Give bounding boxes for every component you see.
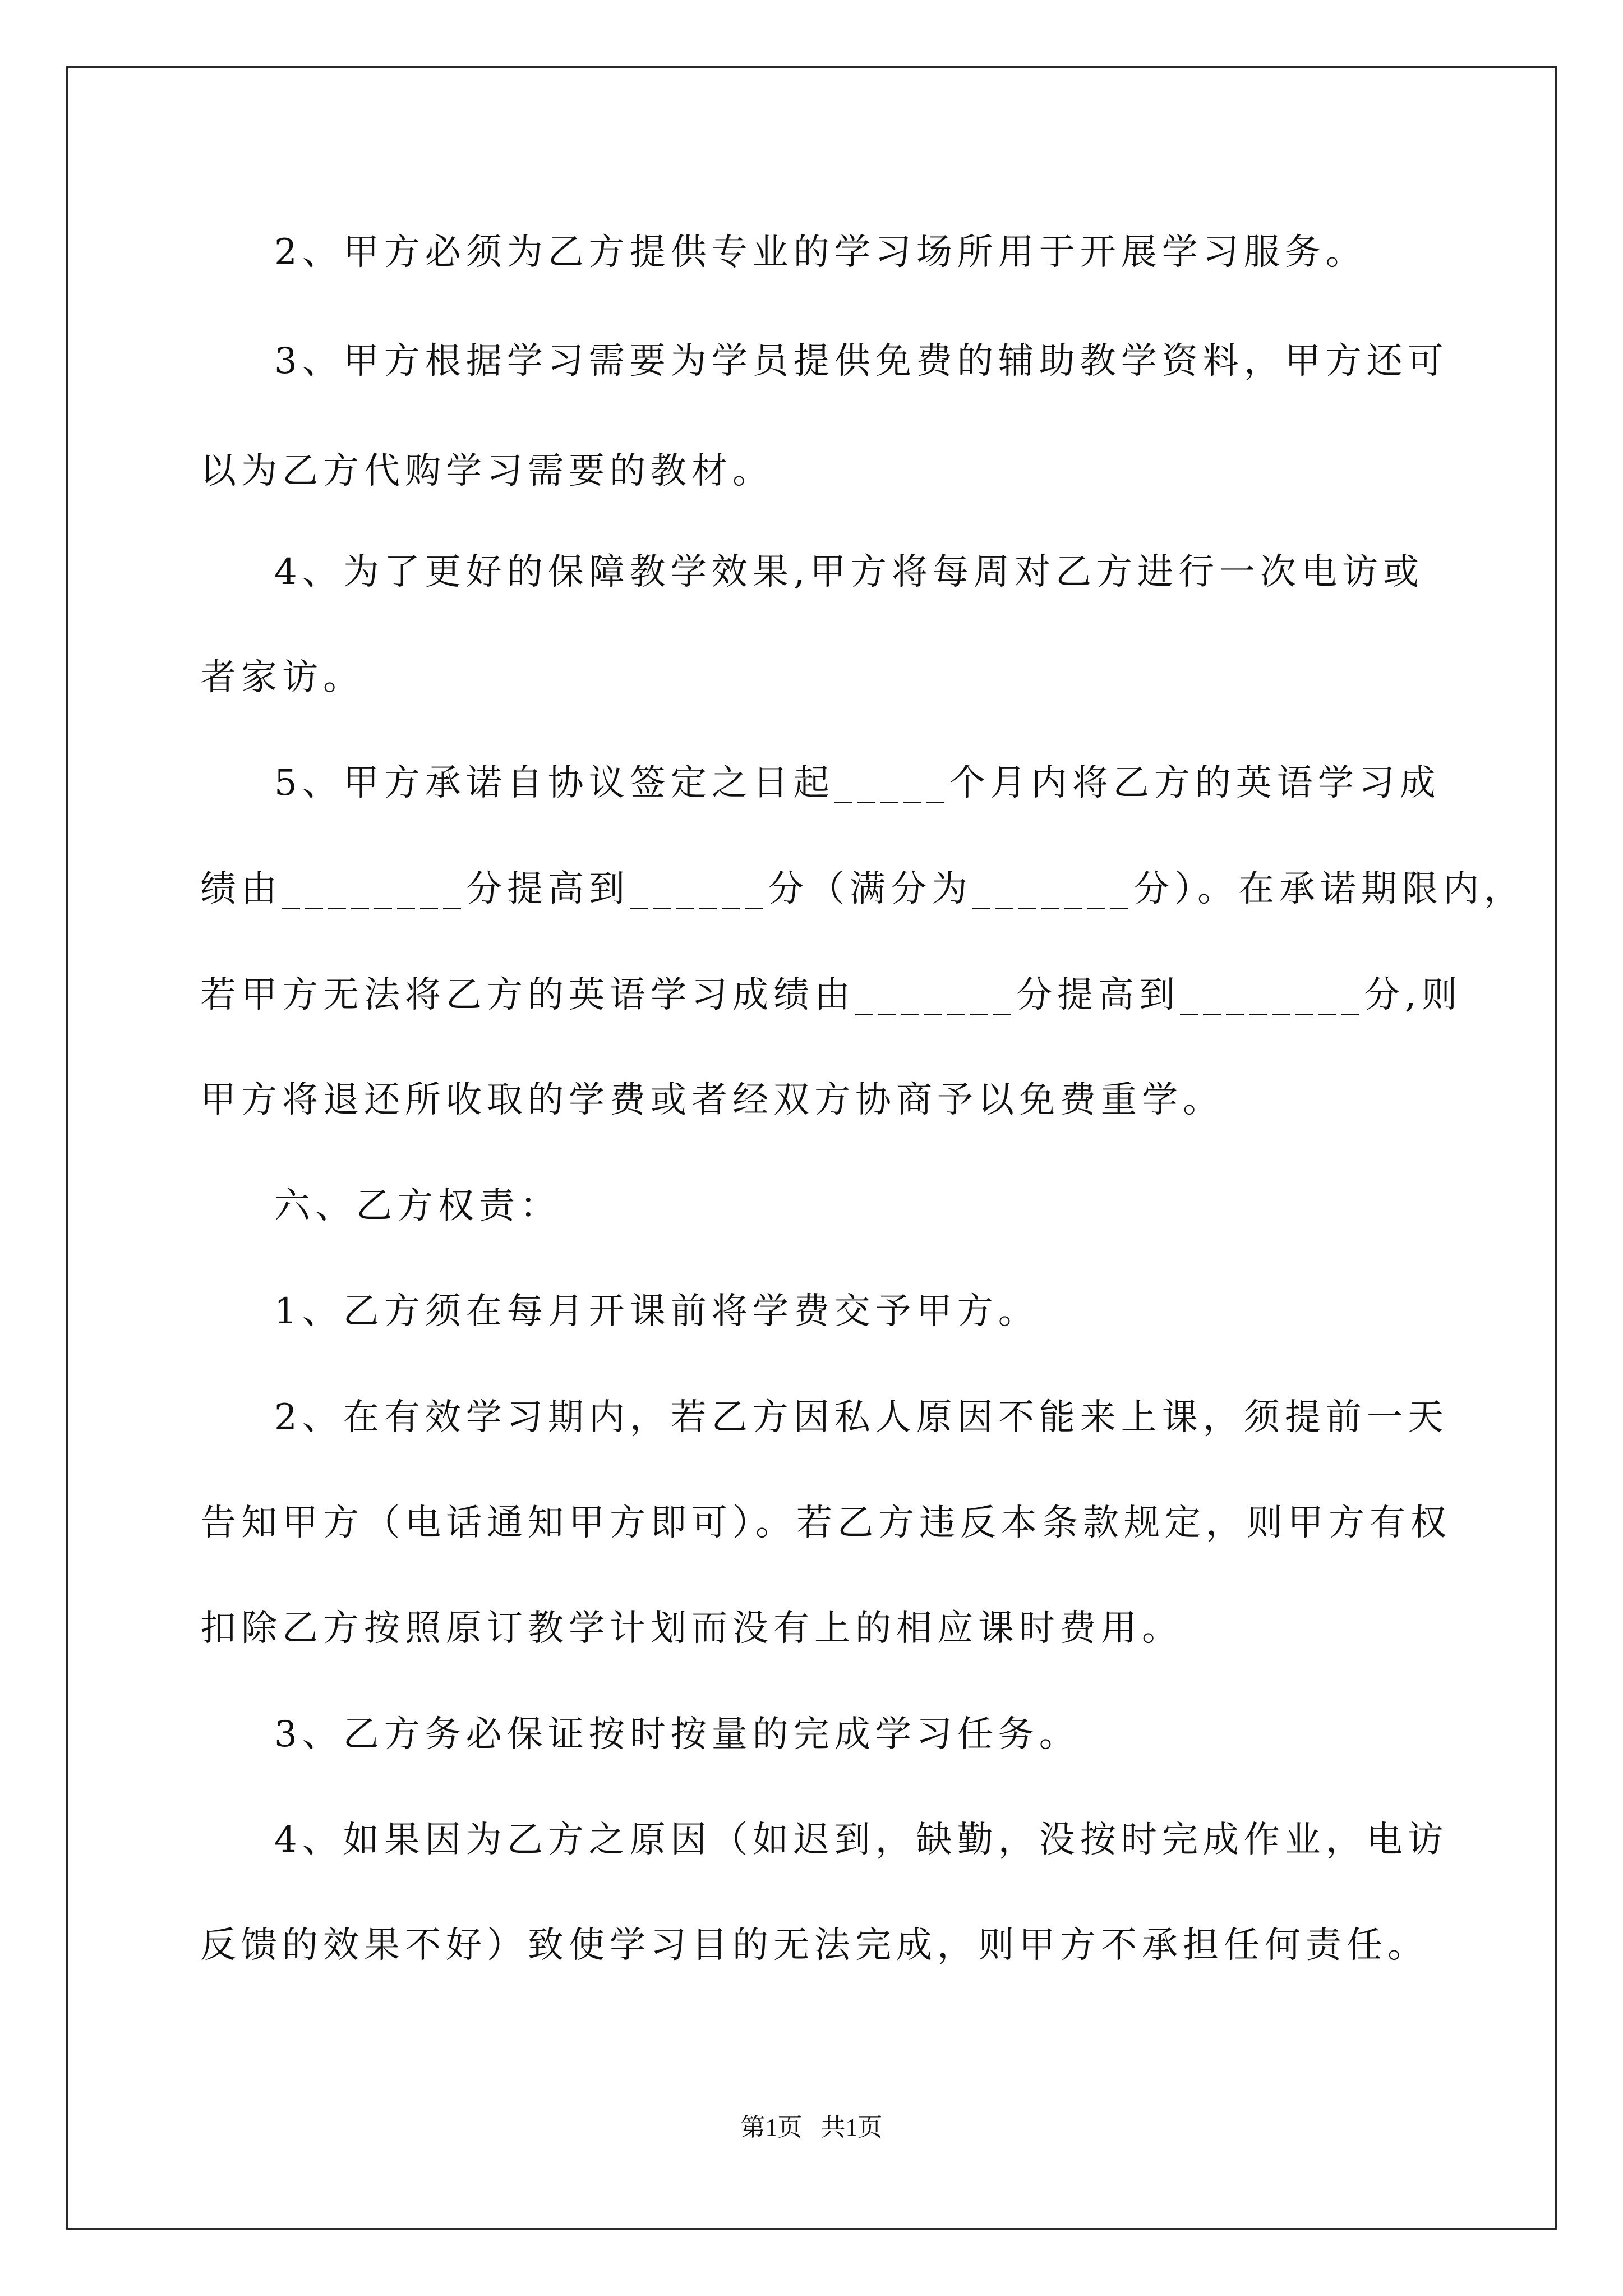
text-line: 告知甲方（电话通知甲方即可）。若乙方违反本条款规定，则甲方有权 bbox=[200, 1502, 1451, 1544]
text-line: 2、在有效学习期内，若乙方因私人原因不能来上课，须提前一天 bbox=[274, 1397, 1449, 1438]
text-line: 4、如果因为乙方之原因（如迟到，缺勤，没按时完成作业，电访 bbox=[274, 1819, 1449, 1861]
text-line: 1、乙方须在每月开课前将学费交予甲方。 bbox=[274, 1291, 1039, 1332]
text-line: 者家访。 bbox=[200, 657, 364, 698]
page-number: 第1页 共1页 bbox=[740, 2114, 883, 2141]
text-line: 2、甲方必须为乙方提供专业的学习场所用于开展学习服务。 bbox=[274, 232, 1367, 273]
text-line: 绩由________分提高到______分（满分为_______分）。在承诺期限内， bbox=[200, 868, 1525, 910]
text-line: 3、乙方务必保证按时按量的完成学习任务。 bbox=[274, 1714, 1080, 1755]
text-line: 反馈的效果不好）致使学习目的无法完成，则甲方不承担任何责任。 bbox=[200, 1925, 1428, 1966]
text-line: 5、甲方承诺自协议签定之日起_____个月内将乙方的英语学习成 bbox=[274, 762, 1441, 804]
text-line: 以为乙方代购学习需要的教材。 bbox=[200, 450, 773, 492]
text-line: 3、甲方根据学习需要为学员提供免费的辅助教学资料，甲方还可 bbox=[274, 341, 1449, 382]
text-line: 扣除乙方按照原订教学计划而没有上的相应课时费用。 bbox=[200, 1608, 1183, 1649]
text-line: 甲方将退还所收取的学费或者经双方协商予以免费重学。 bbox=[200, 1079, 1224, 1121]
text-line: 4、为了更好的保障教学效果,甲方将每周对乙方进行一次电访或 bbox=[274, 551, 1424, 593]
text-line: 若甲方无法将乙方的英语学习成绩由_______分提高到________分,则 bbox=[200, 974, 1463, 1016]
text-line: 六、乙方权责： bbox=[274, 1185, 561, 1227]
